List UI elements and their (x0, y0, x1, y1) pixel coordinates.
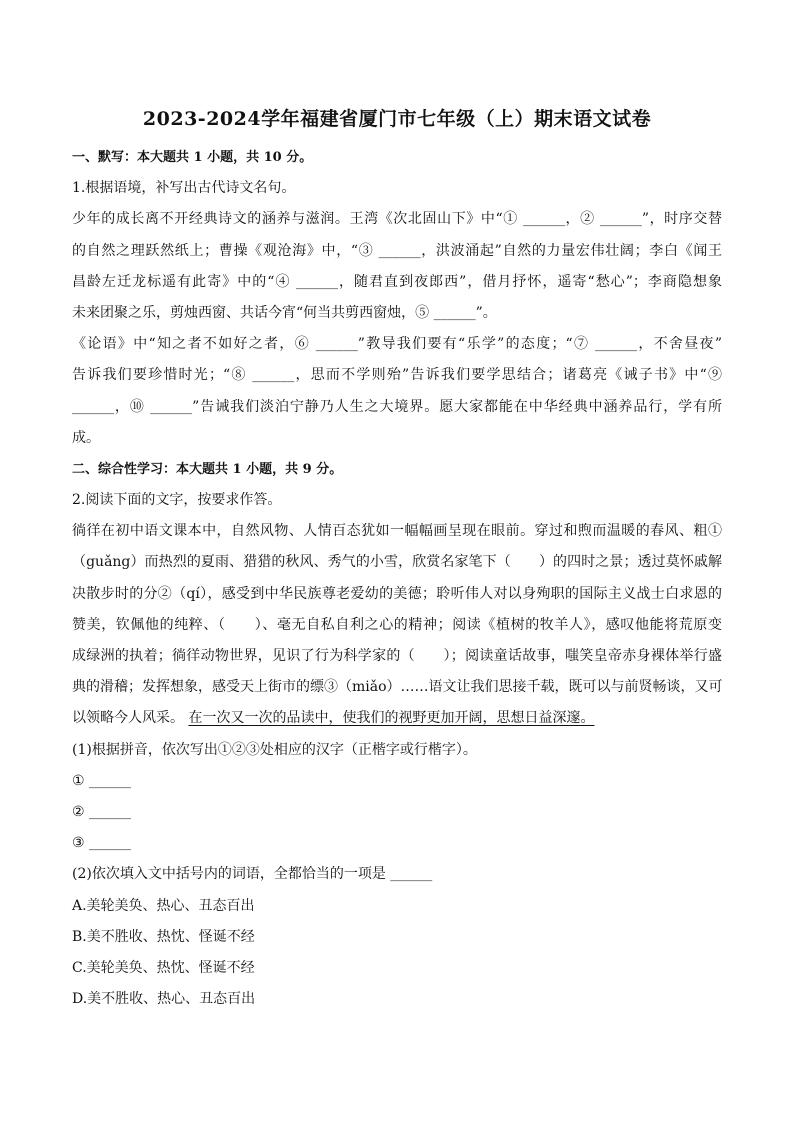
underlined-sentence: 在一次又一次的品读中，使我们的视野更加开阔，思想日益深邃。 (188, 710, 595, 727)
section-detail: 本大题共 1 小题，共 9 分。 (176, 461, 343, 477)
question-1-line: 的自然之理跃然纸上；曹操《观沧海》中，“③ ______，洪波涌起”自然的力量宏伟壮阔；李白《闻王 (72, 242, 722, 259)
passage-line: （guǎng）而热烈的夏雨、猎猎的秋风、秀气的小雪，欣赏名家笔下（ ）的四时之景；透过莫怀戚解 (72, 554, 722, 571)
passage-line: 典的滑稽；发挥想象，感受天上街市的缥③（miǎo）……语文让我们思接千载，既可以与前贤畅谈，又可 (72, 679, 723, 696)
question-1-line: 《论语》中“知之者不如好之者，⑥ ______”教导我们要有“乐学”的态度；“⑦ ______，不舍昼夜” (72, 336, 722, 353)
question-1-line: 告诉我们要珍惜时光；“⑧ ______，思而不学则殆”告诉我们要学思结合；诸葛亮《诫子书》中“⑨ (72, 367, 722, 384)
passage-last-line (72, 703, 722, 734)
question-1-stem: 1.根据语境，补写出古代诗文名句。 (72, 180, 296, 197)
passage-line: 徜徉在初中语文课本中，自然风物、人情百态犹如一幅幅画呈现在眼前。穿过和煦而温暖的春风、粗① (72, 523, 722, 540)
question-1-line: 少年的成长离不开经典诗文的涵养与滋润。王湾《次北固山下》中“① ______，② ______”，时序交替 (72, 211, 722, 228)
passage-line: 成绿洲的执着；徜徉动物世界，见识了行为科学家的（ ）；阅读童话故事，嗤笑皇帝赤身裸体举行盛 (72, 648, 722, 664)
option-a[interactable]: A.美轮美奂、热心、丑态百出 (72, 897, 255, 914)
passage-text: 以领略今人风采。 (72, 710, 184, 727)
answer-blank-3[interactable]: ③ ______ (72, 835, 132, 852)
question-1-line: ______，⑩ ______”告诫我们淡泊宁静乃人生之大境界。愿大家都能在中华经典中涵养品行，学有所 (72, 398, 722, 415)
sub-question-1-stem: (1)根据拼音，依次写出①②③处相应的汉字（正楷字或行楷字）。 (72, 741, 477, 758)
section-label: 二、综合性学习： (72, 461, 177, 477)
sub-question-2-stem: (2)依次填入文中括号内的词语，全都恰当的一项是 ______ (72, 866, 433, 883)
section-detail: 本大题共 1 小题，共 10 分。 (137, 150, 313, 165)
question-1-line: 昌龄左迁龙标遥有此寄》中的“④ ______，随君直到夜郎西”，借月抒怀，遥寄“愁心”；李商隐想象 (72, 273, 722, 290)
option-c[interactable]: C.美轮美奂、热忱、怪诞不经 (72, 959, 255, 976)
answer-blank-1[interactable]: ① ______ (72, 772, 132, 789)
section-2-heading (72, 454, 722, 485)
exam-title: 2023-2024学年福建省厦门市七年级（上）期末语文试卷 (142, 108, 652, 130)
answer-blank-2[interactable]: ② ______ (72, 803, 132, 820)
section-1-heading (72, 142, 722, 173)
option-b[interactable]: B.美不胜收、热忱、怪诞不经 (72, 928, 255, 945)
question-2-stem: 2.阅读下面的文字，按要求作答。 (72, 492, 282, 509)
exam-body (72, 142, 722, 1015)
option-d[interactable]: D.美不胜收、热心、丑态百出 (72, 991, 256, 1008)
passage-line: 决散步时的分②（qí），感受到中华民族尊老爱幼的美德；聆听伟人对以身殉职的国际主义战士白求恩的 (72, 585, 722, 602)
question-1-line: 未来团聚之乐，剪烛西窗、共话今宵“何当共剪西窗烛，⑤ ______”。 (72, 304, 497, 321)
passage-line: 赞美，钦佩他的纯粹、（ ）、毫无自私自利之心的精神；阅读《植树的牧羊人》，感叹他能将荒原变 (72, 616, 722, 633)
section-label: 一、默写： (72, 150, 138, 165)
question-1-line: 成。 (72, 429, 100, 446)
